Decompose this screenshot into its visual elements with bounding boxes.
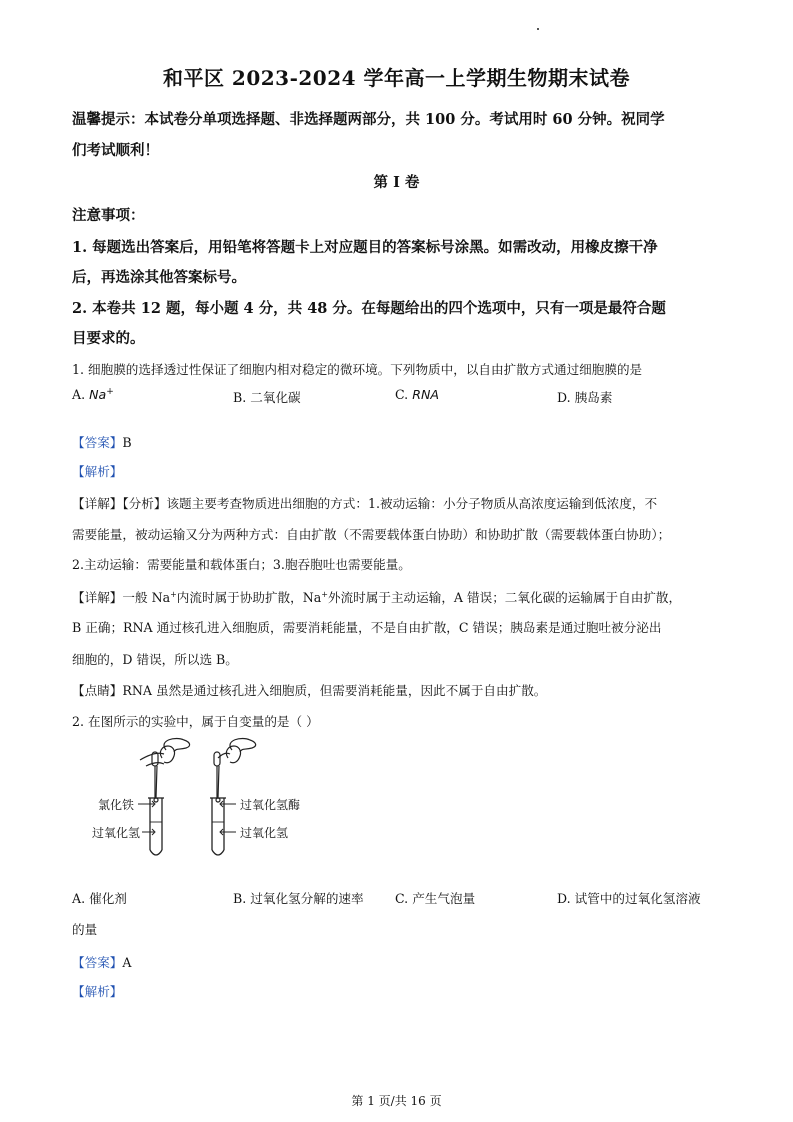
q1-answer-value: B [122, 435, 132, 450]
q1-answer [72, 432, 132, 451]
q1-option-b[interactable]: B. 二氧化碳 [233, 390, 301, 405]
q1-detail-1-line-2: 需要能量，被动运输又分为两种方式：自由扩散（不需要载体蛋白协助）和协助扩散（需要载体蛋白协助）； [72, 527, 671, 542]
label-hydrogen-peroxide-left: 过氧化氢 [92, 826, 141, 840]
q1-point-tag: 【点睛】 [72, 683, 123, 698]
label-hydrogen-peroxide-right: 过氧化氢 [240, 826, 289, 840]
q1-option-d[interactable]: D. 胰岛素 [557, 390, 613, 405]
q2-option-d[interactable]: D. 试管中的过氧化氢溶液 [557, 891, 701, 906]
exam-title: 和平区 2023-2024 学年高一上学期生物期末试卷 [162, 66, 631, 90]
notice-line-1: 温馨提示：本试卷分单项选择题、非选择题两部分，共 100 分。考试用时 60 分钟。祝同学 [72, 111, 665, 128]
q1-detail-2-line-1 [72, 587, 681, 606]
q2-analysis-tag: 【解析】 [72, 984, 123, 999]
q1-option-a-text: Na [89, 387, 107, 403]
q1-answer-tag: 【答案】 [72, 435, 123, 450]
q1-option-a-sup: + [106, 387, 114, 397]
q1-point-text: RNA 虽然是通过核孔进入细胞质，但需要消耗能量，因此不属于自由扩散。 [122, 683, 547, 698]
q1-detail-2-part-b: 内流时属于协助扩散，Na [176, 590, 322, 605]
q1-option-a-prefix: A. [72, 387, 90, 403]
q1-detail-1-line-3: 2.主动运输：需要能量和载体蛋白；3.胞吞胞吐也需要能量。 [72, 557, 411, 572]
notice-line-2: 们考试顺利！ [72, 142, 159, 159]
q1-detail-1-tags: 【详解】【分析】 [72, 496, 167, 511]
q1-option-c-text: RNA [412, 387, 439, 402]
q2-option-d-continued: 的量 [72, 922, 98, 937]
q1-detail-1-line-1 [72, 493, 657, 512]
q1-detail-2-sup-2: + [321, 589, 328, 599]
q1-detail-2-line-3: 细胞的，D 错误，所以选 B。 [72, 652, 238, 667]
page-footer: 第 1 页/共 16 页 [351, 1094, 442, 1108]
q1-option-a[interactable] [72, 387, 114, 402]
q1-detail-2-sup-1: + [170, 589, 177, 599]
q1-analysis-tag: 【解析】 [72, 464, 123, 479]
q1-point [72, 680, 546, 699]
q2-experiment-figure [80, 736, 320, 862]
q2-answer-value: A [122, 955, 132, 970]
section-title: 第 I 卷 [373, 174, 420, 191]
label-ferric-chloride: 氯化铁 [98, 798, 135, 812]
q1-option-c-prefix: C. [395, 387, 413, 402]
q2-option-c[interactable]: C. 产生气泡量 [395, 891, 476, 906]
q1-detail-2-line-2: B 正确；RNA 通过核孔进入细胞质，需要消耗能量，不是自由扩散，C 错误；胰岛素是通过胞吐被分泌出 [72, 620, 662, 635]
q1-detail-2-part-c: 外流时属于主动运输，A 错误；二氧化碳的运输属于自由扩散， [327, 590, 682, 605]
instruction-1-line-2: 后，再选涂其他答案标号。 [72, 269, 246, 286]
q1-option-c[interactable] [395, 387, 439, 402]
scan-dot [537, 28, 539, 30]
q2-option-a[interactable]: A. 催化剂 [72, 891, 127, 906]
q1-detail-2-tag: 【详解】 [72, 590, 123, 605]
right-test-tube [210, 798, 226, 855]
label-catalase: 过氧化氢酶 [240, 798, 301, 812]
q1-stem: 1. 细胞膜的选择透过性保证了细胞内相对稳定的微环境。下列物质中，以自由扩散方式通过细胞膜的是 [72, 362, 643, 377]
right-hand-dropper [214, 738, 256, 802]
instruction-1-line-1: 1. 每题选出答案后，用铅笔将答题卡上对应题目的答案标号涂黑。如需改动，用橡皮擦干净 [72, 239, 658, 256]
instructions-heading: 注意事项： [72, 207, 145, 224]
instruction-2-line-1: 2. 本卷共 12 题，每小题 4 分，共 48 分。在每题给出的四个选项中，只有一项是最符合题 [72, 300, 666, 317]
left-test-tube [148, 798, 164, 855]
q2-stem: 2. 在图所示的实验中，属于自变量的是（ ） [72, 714, 319, 729]
left-hand-dropper [140, 738, 190, 802]
label-arrows [138, 801, 236, 835]
q2-answer-tag: 【答案】 [72, 955, 123, 970]
instruction-2-line-2: 目要求的。 [72, 330, 145, 347]
q2-answer [72, 952, 131, 971]
q1-detail-2-part-a: 一般 Na [122, 590, 171, 605]
q2-option-b[interactable]: B. 过氧化氢分解的速率 [233, 891, 364, 906]
q1-detail-1-text: 该题主要考查物质进出细胞的方式：1.被动运输：小分子物质从高浓度运输到低浓度，不 [166, 496, 658, 511]
